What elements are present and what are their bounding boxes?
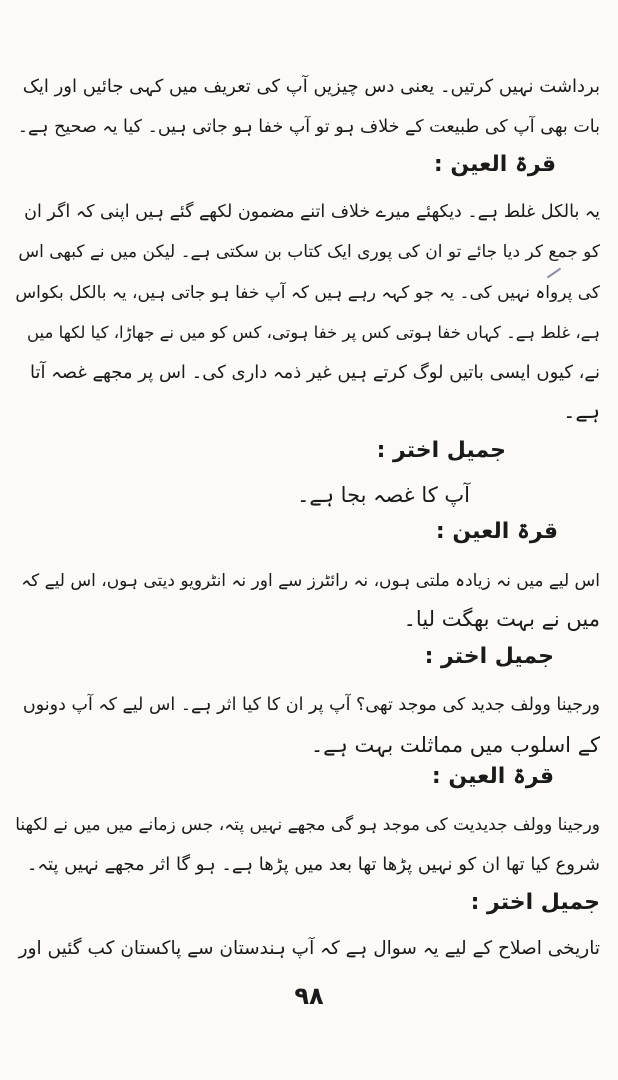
speaker-name: قرۃ العین :	[433, 152, 556, 177]
speaker-name: جمیل اختر :	[470, 890, 600, 915]
text-line: شروع کیا تھا ان کو نہیں پڑھا تھا بعد میں پڑھا ہے۔ ہو گا اثر مجھے نہیں پتہ۔	[26, 854, 600, 875]
text-line: ہے، غلط ہے۔ کہاں خفا ہوتی کس پر خفا ہوتی، کس کو میں نے جھاڑا، کیا لکھا میں	[26, 323, 600, 342]
speaker-name: جمیل اختر :	[424, 644, 554, 669]
text-line: تاریخی اصلاح کے لیے یہ سوال ہے کہ آپ ہندستان سے پاکستان کب گئیں اور	[18, 938, 600, 959]
text-line: ورجینا وولف جدید کی موجد تھی؟ آپ پر ان کا کیا اثر ہے۔ اس لیے کہ آپ دونوں	[22, 695, 600, 715]
text-line: نے، کیوں ایسی باتیں لوگ کرتے ہیں غیر ذمہ داری کی۔ اس پر مجھے غصہ آتا	[29, 362, 600, 383]
text-line: برداشت نہیں کرتیں۔ یعنی دس چیزیں آپ کی تعریف میں کہی جائیں اور ایک	[22, 76, 600, 97]
text-line: یہ بالکل غلط ہے۔ دیکھئے میرے خلاف اتنے مضمون لکھے گئے ہیں اپنی کہ اگر ان	[24, 202, 600, 222]
speaker-name: قرۃ العین :	[431, 764, 554, 789]
text-line: اس لیے میں نہ زیادہ ملتی ہوں، نہ رائٹرز سے اور نہ انٹرویو دیتی ہوں، اس لیے کہ	[21, 571, 600, 591]
page-number: ۹۸	[294, 982, 324, 1010]
text-line: کی پرواہ نہیں کی۔ یہ جو کہہ رہے ہیں کہ آپ خفا ہو جاتی ہیں، یہ بالکل بکواس	[15, 283, 600, 303]
text-line: آپ کا غصہ بجا ہے۔	[297, 483, 470, 507]
text-line: ہے۔	[563, 399, 600, 423]
text-line: میں نے بہت بھگت لیا۔	[403, 607, 600, 631]
speaker-name: قرۃ العین :	[435, 519, 558, 544]
text-line: بات بھی آپ کی طبیعت کے خلاف ہو تو آپ خفا ہو جاتی ہیں۔ کیا یہ صحیح ہے۔	[17, 117, 600, 137]
text-line: کو جمع کر دیا جائے تو ان کی پوری ایک کتاب بن سکتی ہے۔ لیکن میں نے کبھی اس	[18, 242, 600, 262]
pen-mark	[547, 268, 561, 279]
text-line: کے اسلوب میں مماثلت بہت ہے۔	[310, 733, 600, 757]
speaker-name: جمیل اختر :	[376, 438, 506, 463]
text-line: ورجینا وولف جدیدیت کی موجد ہو گی مجھے نہیں پتہ، جس زمانے میں میں نے لکھنا	[15, 815, 600, 835]
